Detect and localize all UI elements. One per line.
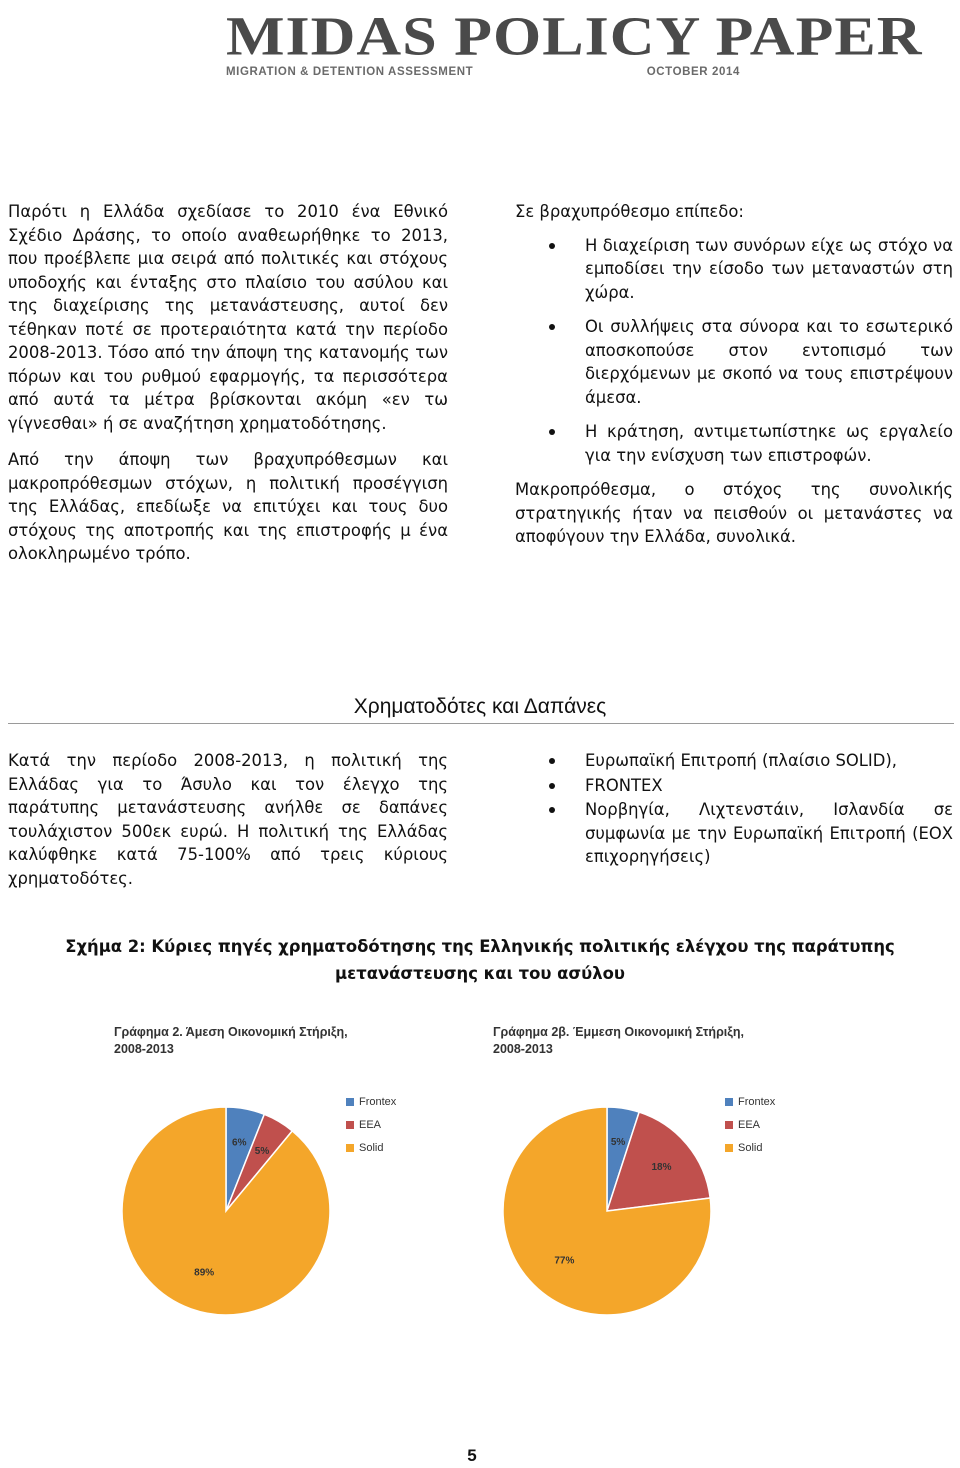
funding-text-column xyxy=(8,749,448,890)
list-item: Νορβηγία, Λιχτενστάιν, Ισλανδία σε συμφωνία με την Ευρωπαϊκή Επιτροπή (ΕΟΧ επιχορηγήσεις) xyxy=(515,798,953,869)
list-item: FRONTEX xyxy=(515,774,953,798)
page-number: 5 xyxy=(467,1446,477,1465)
pie-slice-label: 6% xyxy=(232,1137,247,1149)
legend-item-solid: Solid xyxy=(346,1142,383,1154)
bullet-icon xyxy=(549,807,555,813)
left-column xyxy=(8,200,448,566)
masthead-subtitle: MIGRATION & DETENTION ASSESSMENT xyxy=(226,66,474,78)
list-item: Οι συλλήψεις στα σύνορα και το εσωτερικό αποσκοπούσε στον εντοπισμό των διερχόμενων με σκοπό να τους επιστρέψουν άμεσα. xyxy=(515,315,953,409)
pie-chart-svg xyxy=(493,1024,853,1324)
pie-chart-direct-support xyxy=(114,1024,474,1324)
bullet-icon xyxy=(549,429,555,435)
masthead-title: MIDAS POLICY PAPER xyxy=(226,6,923,67)
pie-slice-label: 5% xyxy=(610,1137,626,1149)
bullet-icon xyxy=(549,783,555,789)
list-item: Η κράτηση, αντιμετωπίστηκε ως εργαλείο για την ενίσχυση των επιστροφών. xyxy=(515,420,953,467)
left-paragraph-2: Από την άποψη των βραχυπρόθεσμων και μακροπρόθεσμων στόχων, η πολιτική προσέγγιση της Ελλάδας, επεδίωξε να επιτύχει και τους δυο στόχους της αποτροπής και της επιστροφής μ ένα ολοκληρωμένο τρόπο. xyxy=(8,450,448,563)
legend-item-eea: EEA xyxy=(725,1119,760,1131)
bullet-icon xyxy=(549,758,555,764)
bullet-icon xyxy=(549,243,555,249)
legend-item-solid: Solid xyxy=(725,1142,762,1154)
funding-paragraph: Κατά την περίοδο 2008-2013, η πολιτική της Ελλάδας για το Άσυλο και τον έλεγχο της παράτυπης μετανάστευσης ανήλθε σε δαπάνες τουλάχιστον 500εκ ευρώ. Η πολιτική της Ελλάδας καλύφθηκε κατά 75-100% από τρεις κύριους χρηματοδότες. xyxy=(8,751,448,888)
pie-slice-solid xyxy=(122,1107,330,1315)
list-item: Η διαχείριση των συνόρων είχε ως στόχο να εμποδίσει την είσοδο των μεταναστών στη χώρα. xyxy=(515,234,953,305)
section-divider xyxy=(8,723,954,724)
chart-title: Γράφημα 2β. Έμμεση Οικονομική Στήριξη, 2008-2013 xyxy=(493,1025,744,1056)
pie-chart-indirect-support xyxy=(493,1024,853,1324)
funders-column xyxy=(515,749,953,870)
masthead-date: OCTOBER 2014 xyxy=(646,66,740,78)
chart-title: Γράφημα 2. Άμεση Οικονομική Στήριξη, 2008-2013 xyxy=(114,1025,348,1056)
pie-slice-label: 77% xyxy=(554,1255,575,1267)
short-term-list xyxy=(515,234,953,468)
legend-swatch xyxy=(346,1121,354,1129)
short-term-intro: Σε βραχυπρόθεσμο επίπεδο: xyxy=(515,202,744,221)
legend-swatch xyxy=(725,1121,733,1129)
section-heading: Χρηματοδότες και Δαπάνες xyxy=(353,695,607,718)
figure-caption-line-2: μετανάστευσης και του ασύλου xyxy=(335,964,625,983)
pie-slice-label: 89% xyxy=(194,1267,215,1279)
legend-swatch xyxy=(346,1144,354,1152)
legend-swatch xyxy=(346,1098,354,1106)
figure-caption xyxy=(40,933,920,987)
legend-item-frontex: Frontex xyxy=(346,1096,396,1108)
long-term-paragraph: Μακροπρόθεσμα, ο στόχος της συνολικής στρατηγικής ήταν να πεισθούν οι μετανάστες να αποφύγουν την Ελλάδα, συνολικά. xyxy=(515,480,953,546)
pie-slice-label: 5% xyxy=(254,1146,270,1158)
legend-swatch xyxy=(725,1098,733,1106)
right-column xyxy=(515,200,953,549)
pie-slice-label: 18% xyxy=(651,1161,672,1173)
list-item: Ευρωπαϊκή Επιτροπή (πλαίσιο SOLID), xyxy=(515,749,953,773)
pie-chart-svg xyxy=(114,1024,474,1324)
legend-swatch xyxy=(725,1144,733,1152)
left-paragraph-1: Παρότι η Ελλάδα σχεδίασε το 2010 ένα Εθνικό Σχέδιο Δράσης, το οποίο αναθεωρήθηκε το 2013, που προέβλεπε μια σειρά από πολιτικές και στόχους υποδοχής και ένταξης στο πλαίσιο του ασύλου και της διαχείρισης της μετανάστευσης, αυτοί δεν τέθηκαν ποτέ σε προτεραιότητα κατά την περίοδο 2008-2013. Τόσο από την άποψη της κατανομής των πόρων και του ρυθμού εφαρμογής, τα περισσότερα από αυτά τα μέτρα βρίσκονται ακόμη «εν τω γίγνεσθαι» ή σε αναζήτηση χρηματοδότησης. xyxy=(8,202,448,433)
funders-list xyxy=(515,749,953,869)
masthead xyxy=(218,0,923,92)
legend-item-frontex: Frontex xyxy=(725,1096,775,1108)
legend-item-eea: EEA xyxy=(346,1119,381,1131)
figure-caption-line-1: Σχήμα 2: Κύριες πηγές χρηματοδότησης της Ελληνικής πολιτικής ελέγχου της παράτυπης xyxy=(65,937,895,956)
bullet-icon xyxy=(549,324,555,330)
